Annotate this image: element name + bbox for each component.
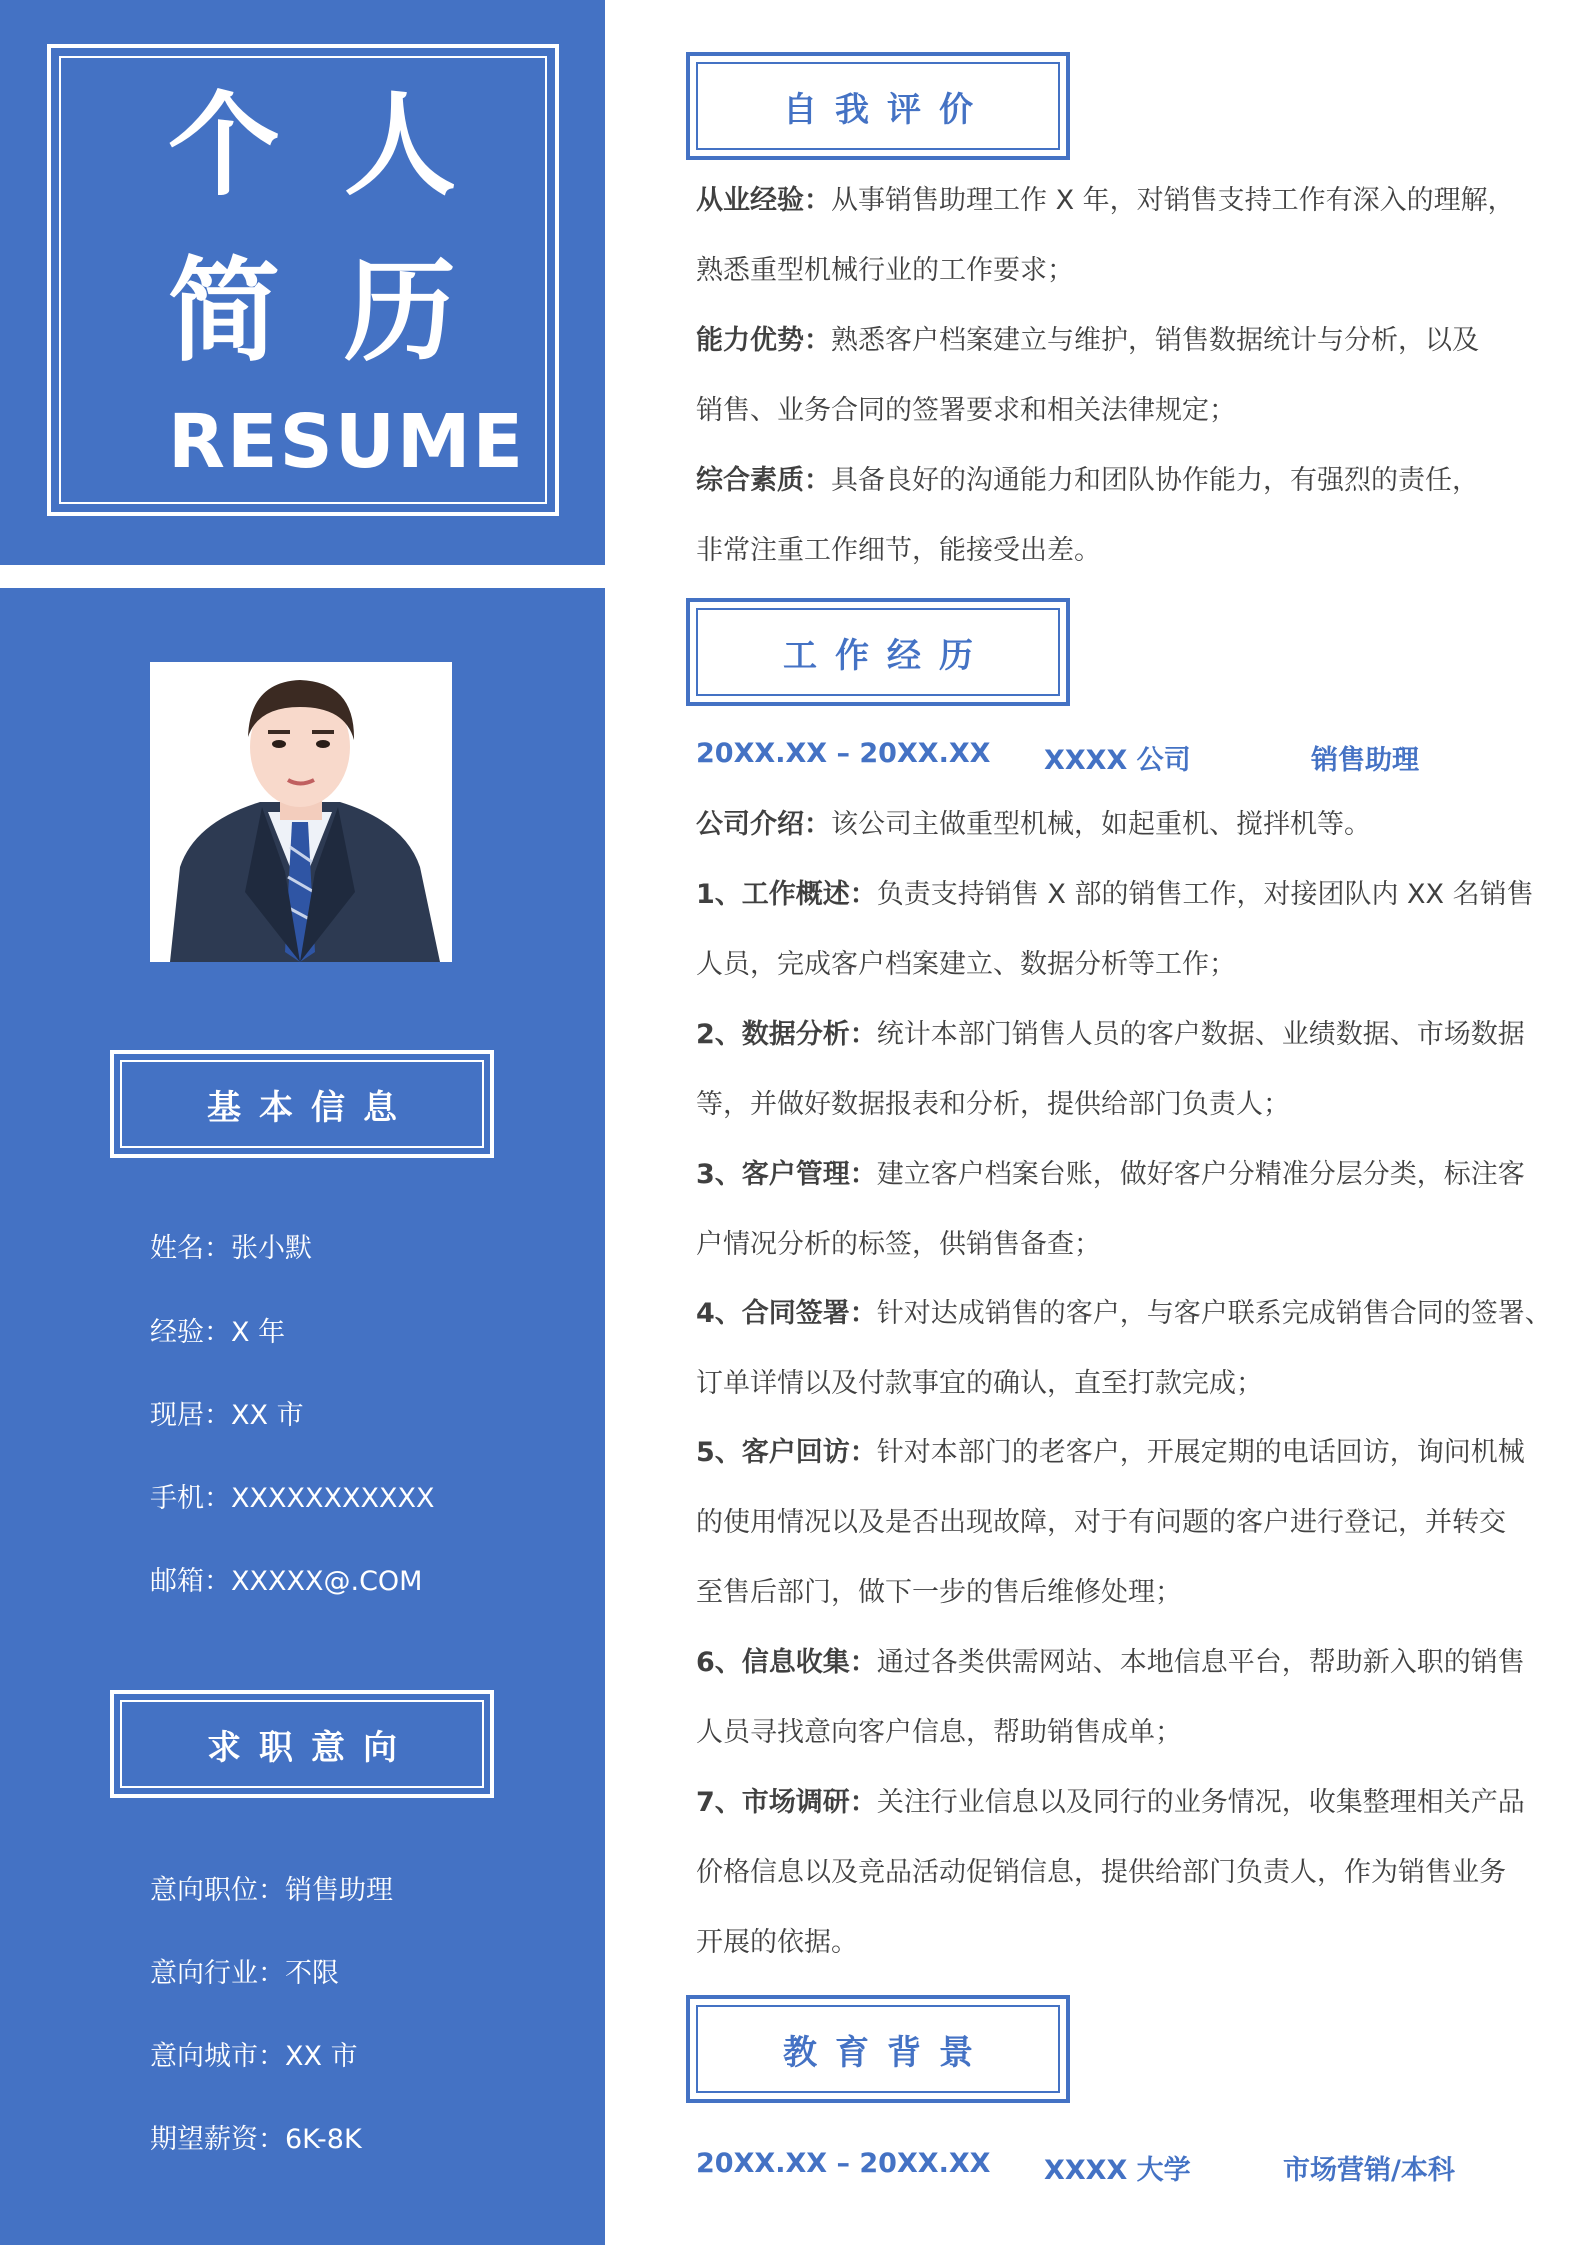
info-location: 现居：XX 市 [150, 1400, 304, 1431]
title-char-3: 简 [168, 247, 280, 377]
self-eval-item: 从业经验：从事销售助理工作 X 年，对销售支持工作有深入的理解， 熟悉重型机械行业的工作要求； [696, 185, 1515, 286]
resume-title: RESUME [168, 399, 526, 485]
intent-city: 意向城市：XX 市 [150, 2041, 358, 2072]
education-period: 20XX.XX – 20XX.XX [696, 2148, 991, 2179]
work-item-label: 2、数据分析： [696, 1019, 877, 1050]
intent-industry: 意向行业：不限 [150, 1958, 339, 1989]
self-eval-label: 从业经验： [696, 185, 831, 216]
self-eval-label: 能力优势： [696, 325, 831, 356]
work-heading-label: 工作经历 [696, 608, 1060, 696]
info-name: 姓名：张小默 [150, 1233, 312, 1264]
work-item: 5、客户回访：针对本部门的老客户，开展定期的电话回访，询问机械 的使用情况以及是否出现故障，对于有问题的客户进行登记，并转交 至售后部门，做下一步的售后维修处理； [696, 1437, 1525, 1608]
work-item: 4、合同签署：针对达成销售的客户，与客户联系完成销售合同的签署、 订单详情以及付款事宜的确认，直至打款完成； [696, 1298, 1552, 1399]
intent-position: 意向职位：销售助理 [150, 1875, 393, 1906]
education-school: XXXX 大学 [1044, 2155, 1191, 2186]
title-char-4: 历 [344, 247, 456, 377]
info-experience: 经验：X 年 [150, 1317, 286, 1348]
job-intent-heading [110, 1690, 494, 1798]
work-company: XXXX 公司 [1044, 745, 1191, 776]
work-item: 1、工作概述：负责支持销售 X 部的销售工作，对接团队内 XX 名销售 人员，完成客户档案建立、数据分析等工作； [696, 879, 1534, 980]
education-major: 市场营销/本科 [1283, 2155, 1455, 2186]
work-item-label: 1、工作概述： [696, 879, 877, 910]
work-item: 3、客户管理：建立客户档案台账，做好客户分精准分层分类，标注客 户情况分析的标签，供销售备查； [696, 1159, 1525, 1260]
avatar-illustration [150, 662, 452, 962]
work-item-label: 5、客户回访： [696, 1437, 877, 1468]
work-item-label: 3、客户管理： [696, 1159, 877, 1190]
education-heading-label: 教育背景 [696, 2005, 1060, 2093]
education-heading [686, 1995, 1070, 2103]
info-phone: 手机：XXXXXXXXXXX [150, 1483, 435, 1514]
work-item: 6、信息收集：通过各类供需网站、本地信息平台，帮助新入职的销售 人员寻找意向客户信息，帮助销售成单； [696, 1647, 1525, 1748]
intent-salary: 期望薪资：6K-8K [150, 2124, 362, 2155]
self-eval-item: 综合素质：具备良好的沟通能力和团队协作能力，有强烈的责任， 非常注重工作细节，能接受出差。 [696, 465, 1479, 566]
info-email: 邮箱：XXXXX@.COM [150, 1566, 423, 1597]
title-char-1: 个 [168, 81, 280, 211]
self-eval-heading [686, 52, 1070, 160]
work-item: 2、数据分析：统计本部门销售人员的客户数据、业绩数据、市场数据 等，并做好数据报表和分析，提供给部门负责人； [696, 1019, 1525, 1120]
self-eval-item: 能力优势：熟悉客户档案建立与维护，销售数据统计与分析，以及 销售、业务合同的签署要求和相关法律规定； [696, 325, 1479, 426]
work-period: 20XX.XX – 20XX.XX [696, 738, 991, 769]
basic-info-heading [110, 1050, 494, 1158]
avatar [150, 662, 452, 962]
work-heading [686, 598, 1070, 706]
self-eval-heading-label: 自我评价 [696, 62, 1060, 150]
title-panel [0, 0, 605, 565]
job-intent-heading-label: 求职意向 [120, 1700, 484, 1788]
basic-info-heading-label: 基本信息 [120, 1060, 484, 1148]
work-item-label: 4、合同签署： [696, 1298, 877, 1329]
company-intro: 公司介绍：该公司主做重型机械，如起重机、搅拌机等。 [696, 809, 1371, 840]
title-char-2: 人 [344, 81, 456, 211]
work-item: 7、市场调研：关注行业信息以及同行的业务情况，收集整理相关产品 价格信息以及竞品活动促销信息，提供给部门负责人，作为销售业务 开展的依据。 [696, 1787, 1525, 1958]
self-eval-label: 综合素质： [696, 465, 831, 496]
work-position: 销售助理 [1311, 745, 1419, 776]
work-item-label: 7、市场调研： [696, 1787, 877, 1818]
work-item-label: 6、信息收集： [696, 1647, 877, 1678]
